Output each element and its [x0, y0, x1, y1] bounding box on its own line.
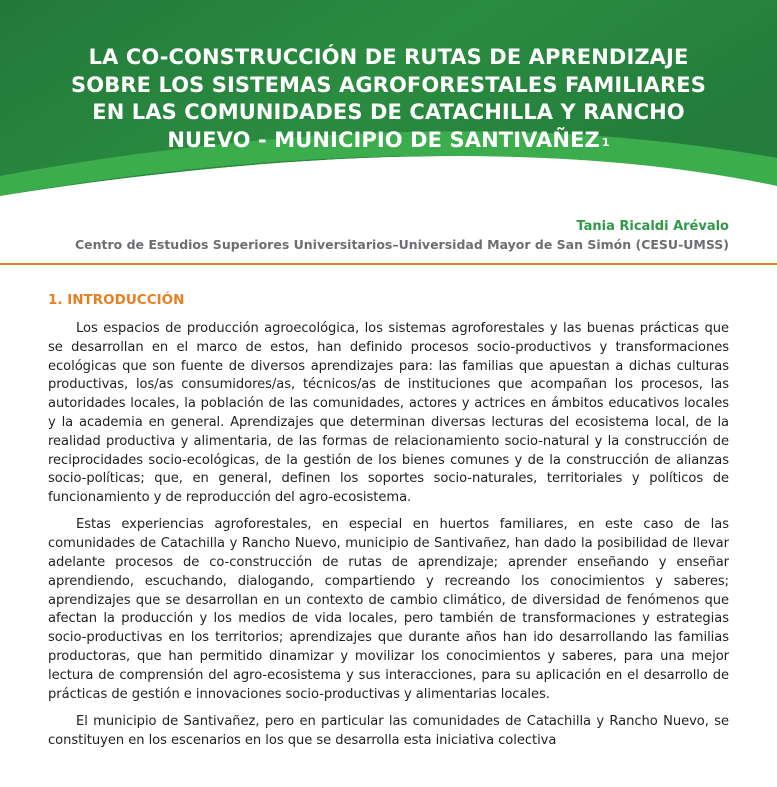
footnote-marker: 1 [601, 135, 610, 149]
author-name: Tania Ricaldi Arévalo [576, 219, 729, 234]
section-heading: 1. INTRODUCCIÓN [48, 292, 185, 308]
orange-divider [0, 263, 777, 265]
paragraph-1: Los espacios de producción agroecológica, los sistemas agroforestales y las buenas prácticas que se desarrollan en el marco de estos, han definido procesos socio-productivos y transformaciones ecológicas que son fuente de diversos aprendizajes para: las familias que apuestan a dichas culturas productivas, los/as consumidores/as, técnicos/as de instituciones que acompañan los procesos, las autoridades locales, la población de las comunidades, actores y actrices en ámbitos educativos locales y la academia en general. Aprendizajes que determinan diversas lecturas del ecosistema local, de la realidad productiva y alimentaria, de las formas de relacionamiento socio-natural y la construcción de reciprocidades socio-ecológicas, de la gestión de los bienes comunes y de la construcción de alianzas socio-políticas; que, en general, definen los soportes socio-naturales, territoriales y políticos de funcionamiento y de reproducción del agro-ecosistema. [48, 321, 729, 506]
title-line-3: EN LAS COMUNIDADES DE CATACHILLA Y RANCHO [92, 100, 685, 124]
title-line-4 [40, 127, 737, 155]
paragraph-3: El municipio de Santivañez, pero en particular las comunidades de Catachilla y Rancho Nuevo, se constituyen en los escenarios en los que se desarrolla esta iniciativa colectiva [48, 713, 729, 748]
title-line-2: SOBRE LOS SISTEMAS AGROFORESTALES FAMILIARES [71, 72, 706, 97]
article-title [40, 44, 737, 154]
section-body [48, 320, 729, 759]
title-line-4-text: NUEVO - MUNICIPIO DE SANTIVAÑEZ [167, 127, 600, 152]
author-affiliation: Centro de Estudios Superiores Universitarios–Universidad Mayor de San Simón (CESU-UMSS) [74, 237, 729, 252]
paragraph-2: Estas experiencias agroforestales, en especial en huertos familiares, en este caso de las comunidades de Catachilla y Rancho Nuevo, municipio de Santivañez, han dado la posibilidad de llevar adelante procesos de co-construcción de rutas de aprendizaje; aprender enseñando y enseñar aprendiendo, escuchando, dialogando, compartiendo y recreando los conocimientos y saberes; aprendizajes que se desarrollan en un contexto de cambio climático, de diversidad de fenómenos que afectan la producción y los medios de vida locales, pero también de transformaciones y estrategias socio-productivas en los territorios; aprendizajes que durante años han ido desarrollando las familias productoras, que han permitido dinamizar y movilizar los conocimientos y saberes, para una mejor lectura de comprensión del agro-ecosistema y sus interacciones, para su aplicación en el desarrollo de prácticas de gestión e innovaciones socio-productivas y alimentarias locales. [48, 517, 729, 702]
title-banner [0, 0, 777, 200]
title-line-1: LA CO-CONSTRUCCIÓN DE RUTAS DE APRENDIZAJE [88, 45, 689, 69]
